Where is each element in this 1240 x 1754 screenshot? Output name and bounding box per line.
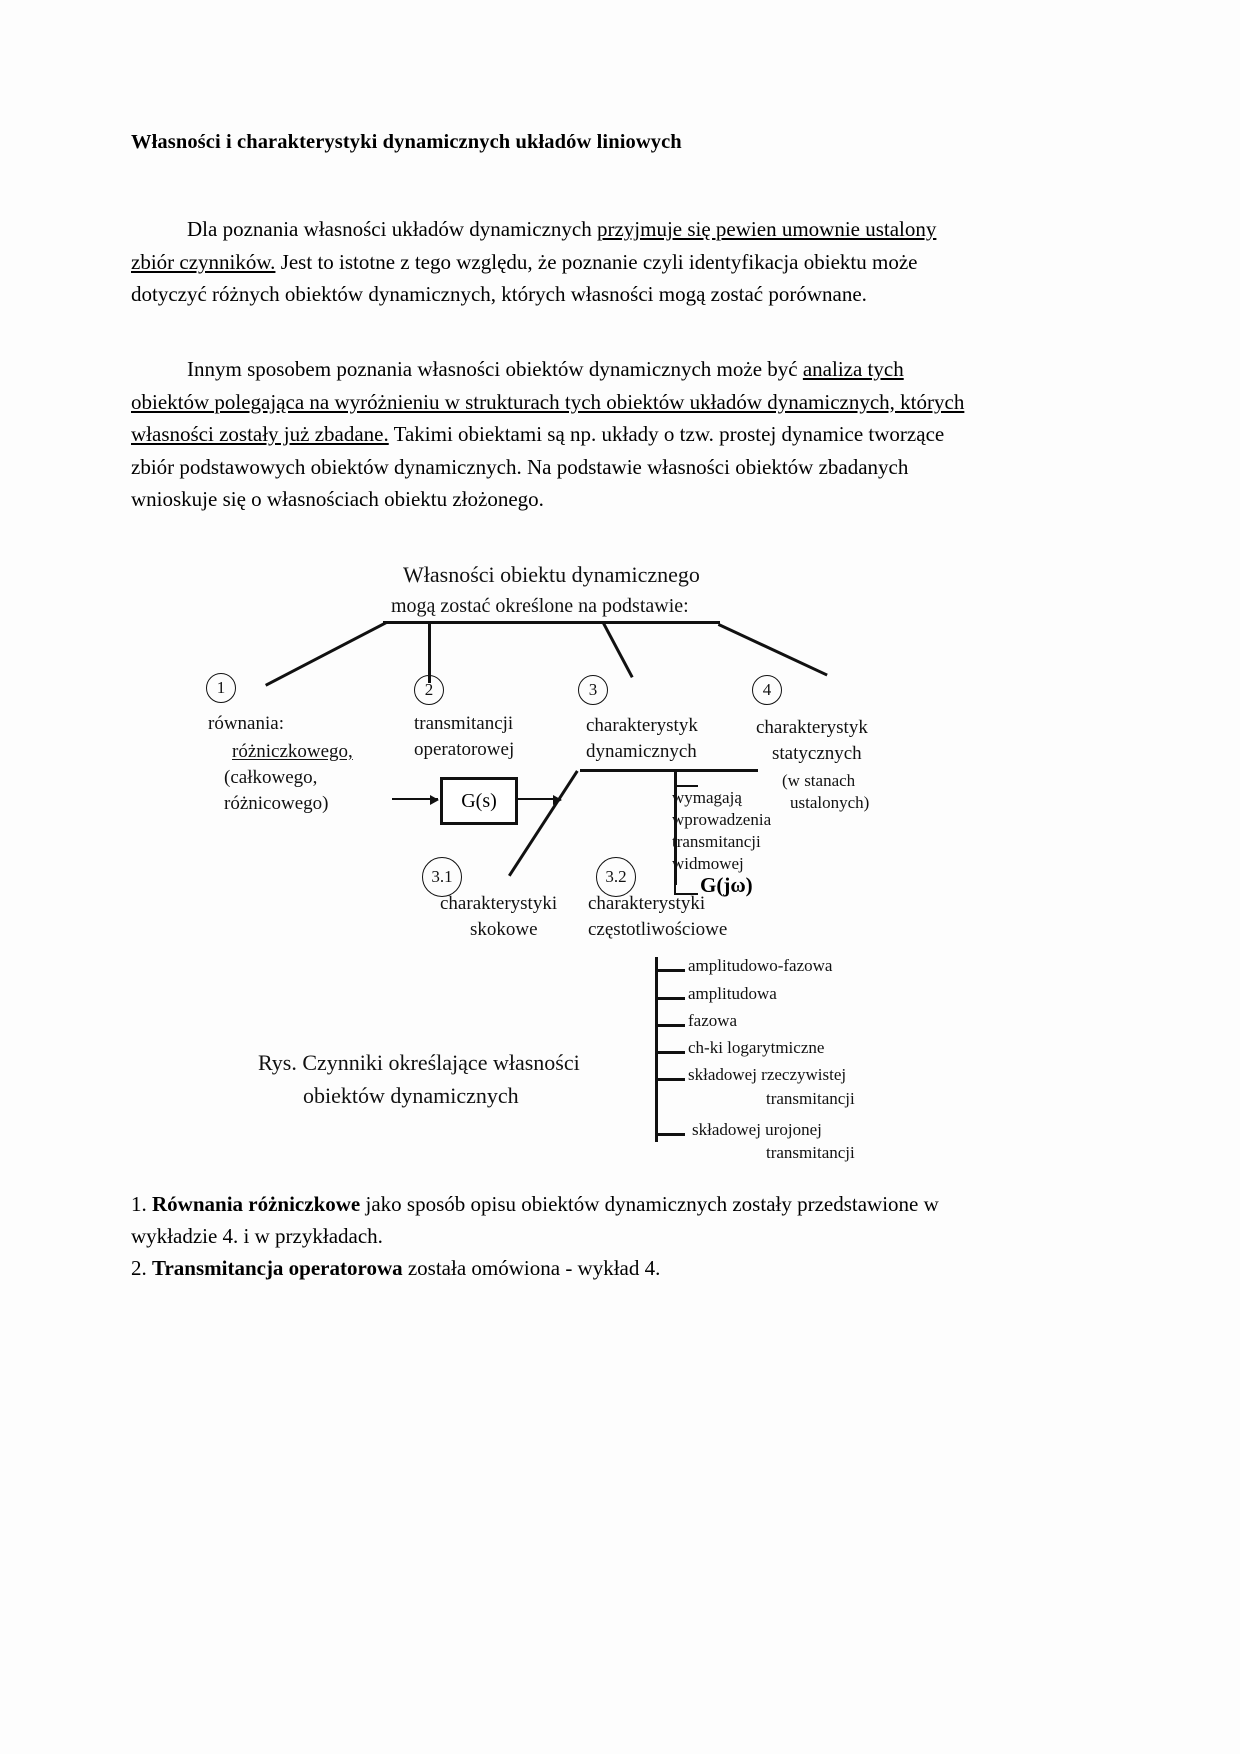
branch-1-sublabel-1: (całkowego, — [224, 767, 318, 788]
freq-list-item-5: transmitancji — [766, 1089, 855, 1108]
figure-diagram — [0, 545, 1240, 1185]
freq-list-item-2: fazowa — [688, 1011, 738, 1030]
sub-branch-3-1-line2: skokowe — [470, 919, 538, 940]
branch-marker-2: 2 — [414, 675, 444, 705]
gs-output-arrow — [516, 798, 561, 800]
note-line-0: wymagają — [672, 788, 742, 807]
freq-list-item-1: amplitudowa — [688, 984, 777, 1003]
branch-1-sublabel-0: różniczkowego, — [232, 741, 353, 762]
note-line-3: widmowej — [672, 854, 744, 873]
sub-branch-3-2-line1: charakterystyki — [588, 893, 706, 914]
spectral-transfer-formula: G(jω) — [700, 873, 753, 897]
branch-label-4-line1: charakterystyk — [756, 717, 868, 738]
branch-label-3-line1: charakterystyk — [586, 715, 698, 736]
footnote-number: 2. — [131, 1256, 147, 1280]
figure-caption-line2: obiektów dynamicznych — [303, 1083, 519, 1108]
freq-list-item-6: składowej urojonej — [692, 1120, 822, 1139]
footnote-item — [131, 1188, 991, 1252]
sub-branch-marker-3-1: 3.1 — [422, 857, 462, 897]
branch-label-4-line2: statycznych — [772, 743, 862, 764]
branch-3-bar — [580, 769, 758, 772]
page-title: Własności i charakterystyki dynamicznych układów liniowych — [131, 131, 682, 153]
freq-list-item-0: amplitudowo-fazowa — [688, 956, 833, 975]
freq-list-tick-4 — [655, 1078, 685, 1081]
freq-list-item-7: transmitancji — [766, 1143, 855, 1162]
diagram-root-line1: Własności obiektu dynamicznego — [403, 562, 700, 587]
freq-list-item-3: ch-ki logarytmiczne — [688, 1038, 825, 1057]
figure-caption-line1: Rys. Czynniki określające własności — [258, 1050, 580, 1075]
footnote-bold: Transmitancja operatorowa — [152, 1256, 403, 1280]
note-line-1: wprowadzenia — [672, 810, 772, 829]
footnote-list — [131, 1188, 991, 1284]
branch-label-2-line2: operatorowej — [414, 739, 515, 760]
connector-sub-3-1 — [508, 770, 578, 876]
footnote-rest: jako sposób opisu obiektów dynamicznych zostały przedstawione w wykładzie 4. i w przykładach. — [131, 1192, 939, 1248]
paragraph-1-part2: Jest to istotne z tego względu, że poznanie czyli identyfikacja obiektu może dotyczyć różnych obiektów dynamicznych, których własności mogą zostać porównane. — [131, 249, 918, 306]
branch-marker-4: 4 — [752, 675, 782, 705]
gs-input-arrow — [392, 798, 438, 800]
freq-list-tick-0 — [655, 969, 685, 972]
freq-list-tick-1 — [655, 997, 685, 1000]
freq-list-tick-3 — [655, 1051, 685, 1054]
paragraph-1-underlined: przyjmuje się pewien umownie ustalony zbiór czynników. — [131, 217, 937, 274]
branch-1-sublabel-2: różnicowego) — [224, 793, 329, 814]
connector-branch-4 — [718, 623, 828, 676]
branch-marker-1: 1 — [206, 673, 236, 703]
branch-label-2-line1: transmitancji — [414, 713, 514, 734]
paragraph-2-part2: Takimi obiektami są np. układy o tzw. prostej dynamice tworzące zbiór podstawowych obiektów dynamicznych. Na podstawie własności obiektów zbadanych wnioskuje się o własnościach obiektu złożonego. — [131, 422, 945, 511]
branch-4-sublabel-0: (w stanach — [782, 771, 856, 790]
transfer-function-block: G(s) — [440, 777, 518, 825]
footnote-bold: Równania różniczkowe — [152, 1192, 361, 1216]
footnote-item — [131, 1252, 991, 1284]
branch-4-sublabel-1: ustalonych) — [790, 793, 870, 812]
footnote-rest: została omówiona - wykład 4. — [402, 1256, 661, 1280]
freq-list-item-4: składowej rzeczywistej — [688, 1065, 847, 1084]
sub-branch-3-2-line2: częstotliwościowe — [588, 919, 728, 940]
sub-branch-3-1-line1: charakterystyki — [440, 893, 558, 914]
branch-marker-3: 3 — [578, 675, 608, 705]
connector-branch-2 — [428, 621, 431, 683]
freq-list-tick-2 — [655, 1024, 685, 1027]
paragraph-2-part1: Innym sposobem poznania własności obiektów dynamicznych może być — [187, 357, 803, 381]
paragraph-2 — [131, 353, 983, 516]
connector-branch-3 — [602, 621, 634, 678]
paragraph-1-part1: Dla poznania własności układów dynamicznych — [187, 217, 597, 241]
paragraph-2-underlined: analiza tych obiektów polegająca na wyróżnieniu w strukturach tych obiektów układów dynamicznych, których własności zostały już zbadane. — [131, 357, 965, 446]
note-line-2: transmitancji — [672, 832, 761, 851]
freq-list-tick-6 — [655, 1133, 685, 1136]
diagram-root-line2: mogą zostać określone na podstawie: — [391, 595, 689, 617]
branch-label-1: równania: — [208, 713, 284, 734]
paragraph-1 — [131, 213, 983, 311]
footnote-number: 1. — [131, 1192, 147, 1216]
branch-label-3-line2: dynamicznych — [586, 741, 697, 762]
freq-list-spine — [655, 957, 658, 1142]
trunk-line — [383, 621, 720, 624]
connector-branch-1 — [265, 621, 387, 686]
sub-branch-marker-3-2: 3.2 — [596, 857, 636, 897]
